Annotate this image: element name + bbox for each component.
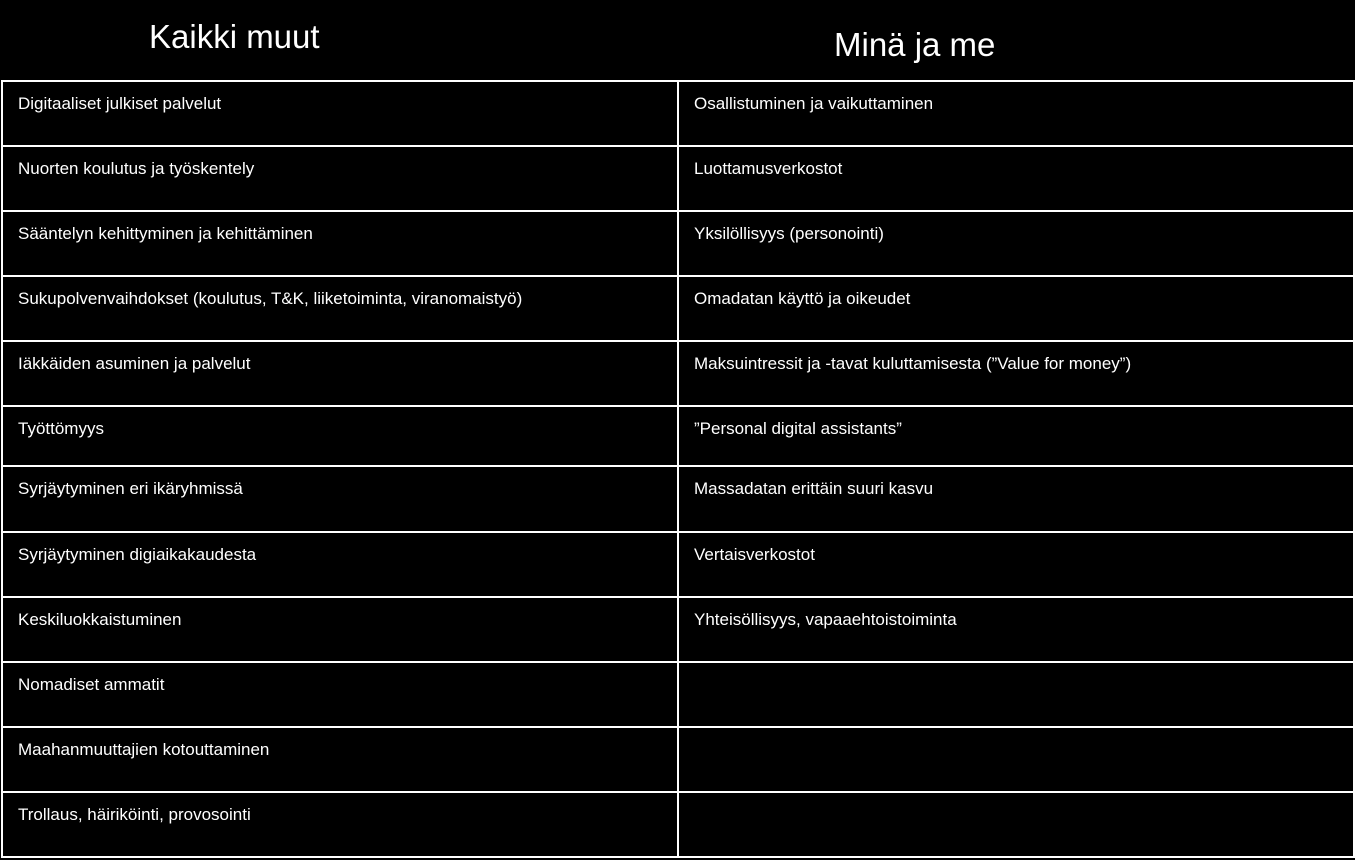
column-title-mina-ja-me: Minä ja me	[834, 26, 996, 63]
table-cell-left: Syrjäytyminen eri ikäryhmissä	[2, 466, 678, 531]
table-cell-left: Maahanmuuttajien kotouttaminen	[2, 727, 678, 792]
table-cell-left: Trollaus, häiriköinti, provosointi	[2, 792, 678, 857]
table-cell-right: Massadatan erittäin suuri kasvu	[678, 466, 1354, 531]
table-row	[2, 211, 1354, 276]
table-cell-right	[678, 727, 1354, 792]
table-cell-left: Nuorten koulutus ja työskentely	[2, 146, 678, 211]
table-row	[2, 81, 1354, 146]
table-cell-right: Yhteisöllisyys, vapaaehtoistoiminta	[678, 597, 1354, 662]
table-cell-left: Keskiluokkaistuminen	[2, 597, 678, 662]
table-cell-right: Omadatan käyttö ja oikeudet	[678, 276, 1354, 341]
table-row	[2, 466, 1354, 531]
table-row	[2, 597, 1354, 662]
table-cell-right: Vertaisverkostot	[678, 532, 1354, 597]
table-row	[2, 276, 1354, 341]
table-header	[0, 0, 1355, 80]
table-cell-right	[678, 792, 1354, 857]
table-row	[2, 406, 1354, 466]
table-cell-right: ”Personal digital assistants”	[678, 406, 1354, 466]
table-row	[2, 662, 1354, 727]
table-cell-left: Sukupolvenvaihdokset (koulutus, T&K, liiketoiminta, viranomaistyö)	[2, 276, 678, 341]
table-row	[2, 727, 1354, 792]
table-row	[2, 146, 1354, 211]
table-cell-right: Yksilöllisyys (personointi)	[678, 211, 1354, 276]
table-row	[2, 792, 1354, 857]
table-cell-right: Maksuintressit ja -tavat kuluttamisesta (”Value for money”)	[678, 341, 1354, 406]
table-cell-right	[678, 662, 1354, 727]
table-row	[2, 532, 1354, 597]
comparison-table	[1, 80, 1355, 858]
table-row	[2, 341, 1354, 406]
table-cell-left: Iäkkäiden asuminen ja palvelut	[2, 341, 678, 406]
table-cell-left: Sääntelyn kehittyminen ja kehittäminen	[2, 211, 678, 276]
table-cell-left: Digitaaliset julkiset palvelut	[2, 81, 678, 146]
column-title-kaikki-muut: Kaikki muut	[149, 18, 320, 55]
table-cell-left: Syrjäytyminen digiaikakaudesta	[2, 532, 678, 597]
table-cell-right: Osallistuminen ja vaikuttaminen	[678, 81, 1354, 146]
table-cell-left: Nomadiset ammatit	[2, 662, 678, 727]
table-cell-right: Luottamusverkostot	[678, 146, 1354, 211]
table-cell-left: Työttömyys	[2, 406, 678, 466]
